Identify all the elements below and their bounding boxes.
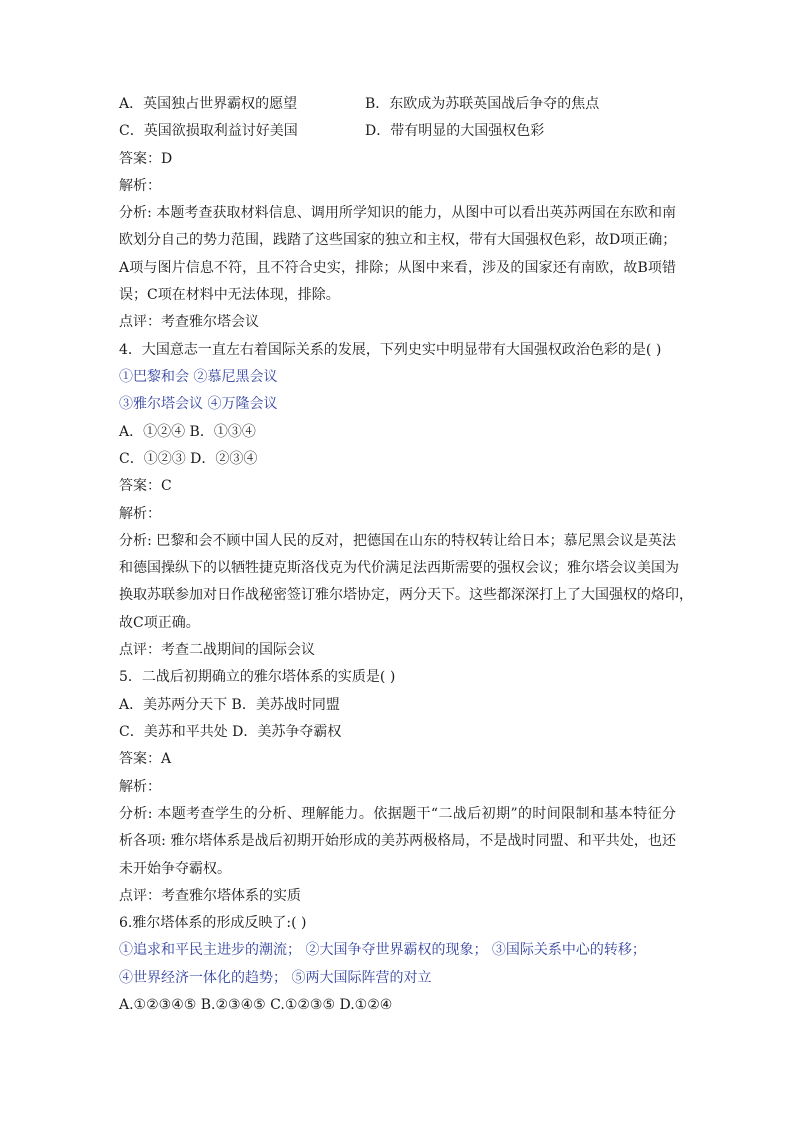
q4-stem: 4．大国意志一直左右着国际关系的发展，下列史实中明显带有大国强权政治色彩的是( )	[119, 342, 662, 358]
q3-analysis-line: 欧划分自己的势力范围，践踏了这些国家的独立和主权，带有大国强权色彩，故D项正确；	[119, 232, 677, 248]
q5-comment: 点评：考查雅尔塔体系的实质	[119, 888, 301, 904]
q3-answer: 答案：D	[119, 151, 173, 167]
q4-items-row-1: ①巴黎和会 ②慕尼黑会议	[119, 369, 278, 385]
q3-option-b: B．东欧成为苏联英国战后争夺的焦点	[365, 96, 600, 112]
q4-comment: 点评：考查二战期间的国际会议	[119, 642, 315, 658]
q3-option-row-1	[119, 94, 600, 114]
q5-jiexi-label: 解析：	[119, 779, 161, 795]
q3-option-row-2	[119, 121, 545, 141]
q4-options-row-1: A．①②④ B．①③④	[119, 424, 256, 440]
q3-jiexi-label: 解析：	[119, 178, 161, 194]
q4-answer: 答案：C	[119, 478, 172, 494]
q6-items-row-1: ①追求和平民主进步的潮流； ②大国争夺世界霸权的现象； ③国际关系中心的转移；	[119, 942, 646, 958]
q4-analysis-line: 和德国操纵下的以牺牲捷克斯洛伐克为代价满足法西斯需要的强权会议；雅尔塔会议美国为	[119, 560, 679, 576]
q5-analysis-line: 未开始争夺霸权。	[119, 861, 231, 877]
q4-jiexi-label: 解析：	[119, 506, 161, 522]
q3-option-c: C．英国欲损取利益讨好美国	[119, 123, 298, 139]
q3-analysis-line: 误；C项在材料中无法体现，排除。	[119, 287, 340, 303]
q6-stem: 6.雅尔塔体系的形成反映了:( )	[119, 915, 307, 931]
q4-analysis-line: 分析: 巴黎和会不顾中国人民的反对，把德国在山东的特权转让给日本；慕尼黑会议是英法	[119, 533, 676, 549]
q4-analysis-line: 故C项正确。	[119, 615, 200, 631]
q5-stem: 5．二战后初期确立的雅尔塔体系的实质是( )	[119, 669, 396, 685]
q6-options: A.①②③④⑤ B.②③④⑤ C.①②③⑤ D.①②④	[119, 997, 393, 1013]
q5-analysis-line: 析各项: 雅尔塔体系是战后初期开始形成的美苏两极格局，不是战时同盟、和平共处，也还	[119, 833, 676, 849]
q5-options-row-1: A．美苏两分天下 B．美苏战时同盟	[119, 697, 340, 713]
q5-options-row-2: C．美苏和平共处 D．美苏争夺霸权	[119, 724, 342, 740]
q5-answer: 答案：A	[119, 751, 172, 767]
q5-analysis-line: 分析: 本题考查学生的分析、理解能力。依据题干“二战后初期”的时间限制和基本特征分	[119, 806, 676, 822]
q4-analysis-line: 换取苏联参加对日作战秘密签订雅尔塔协定，两分天下。这些都深深打上了大国强权的烙印，	[119, 587, 693, 603]
q3-comment: 点评：考查雅尔塔会议	[119, 314, 259, 330]
q4-items-row-2: ③雅尔塔会议 ④万隆会议	[119, 396, 278, 412]
q3-option-a: A．英国独占世界霸权的愿望	[119, 96, 298, 112]
q3-analysis-line: 分析: 本题考查获取材料信息、调用所学知识的能力，从图中可以看出英苏两国在东欧和南	[119, 205, 676, 221]
q3-analysis-line: A项与图片信息不符，且不符合史实，排除；从图中来看，涉及的国家还有南欧，故B项错	[119, 260, 676, 276]
q4-options-row-2: C．①②③ D．②③④	[119, 451, 258, 467]
q3-option-d: D．带有明显的大国强权色彩	[365, 123, 545, 139]
q6-items-row-2: ④世界经济一体化的趋势； ⑤两大国际阵营的对立	[119, 970, 432, 986]
